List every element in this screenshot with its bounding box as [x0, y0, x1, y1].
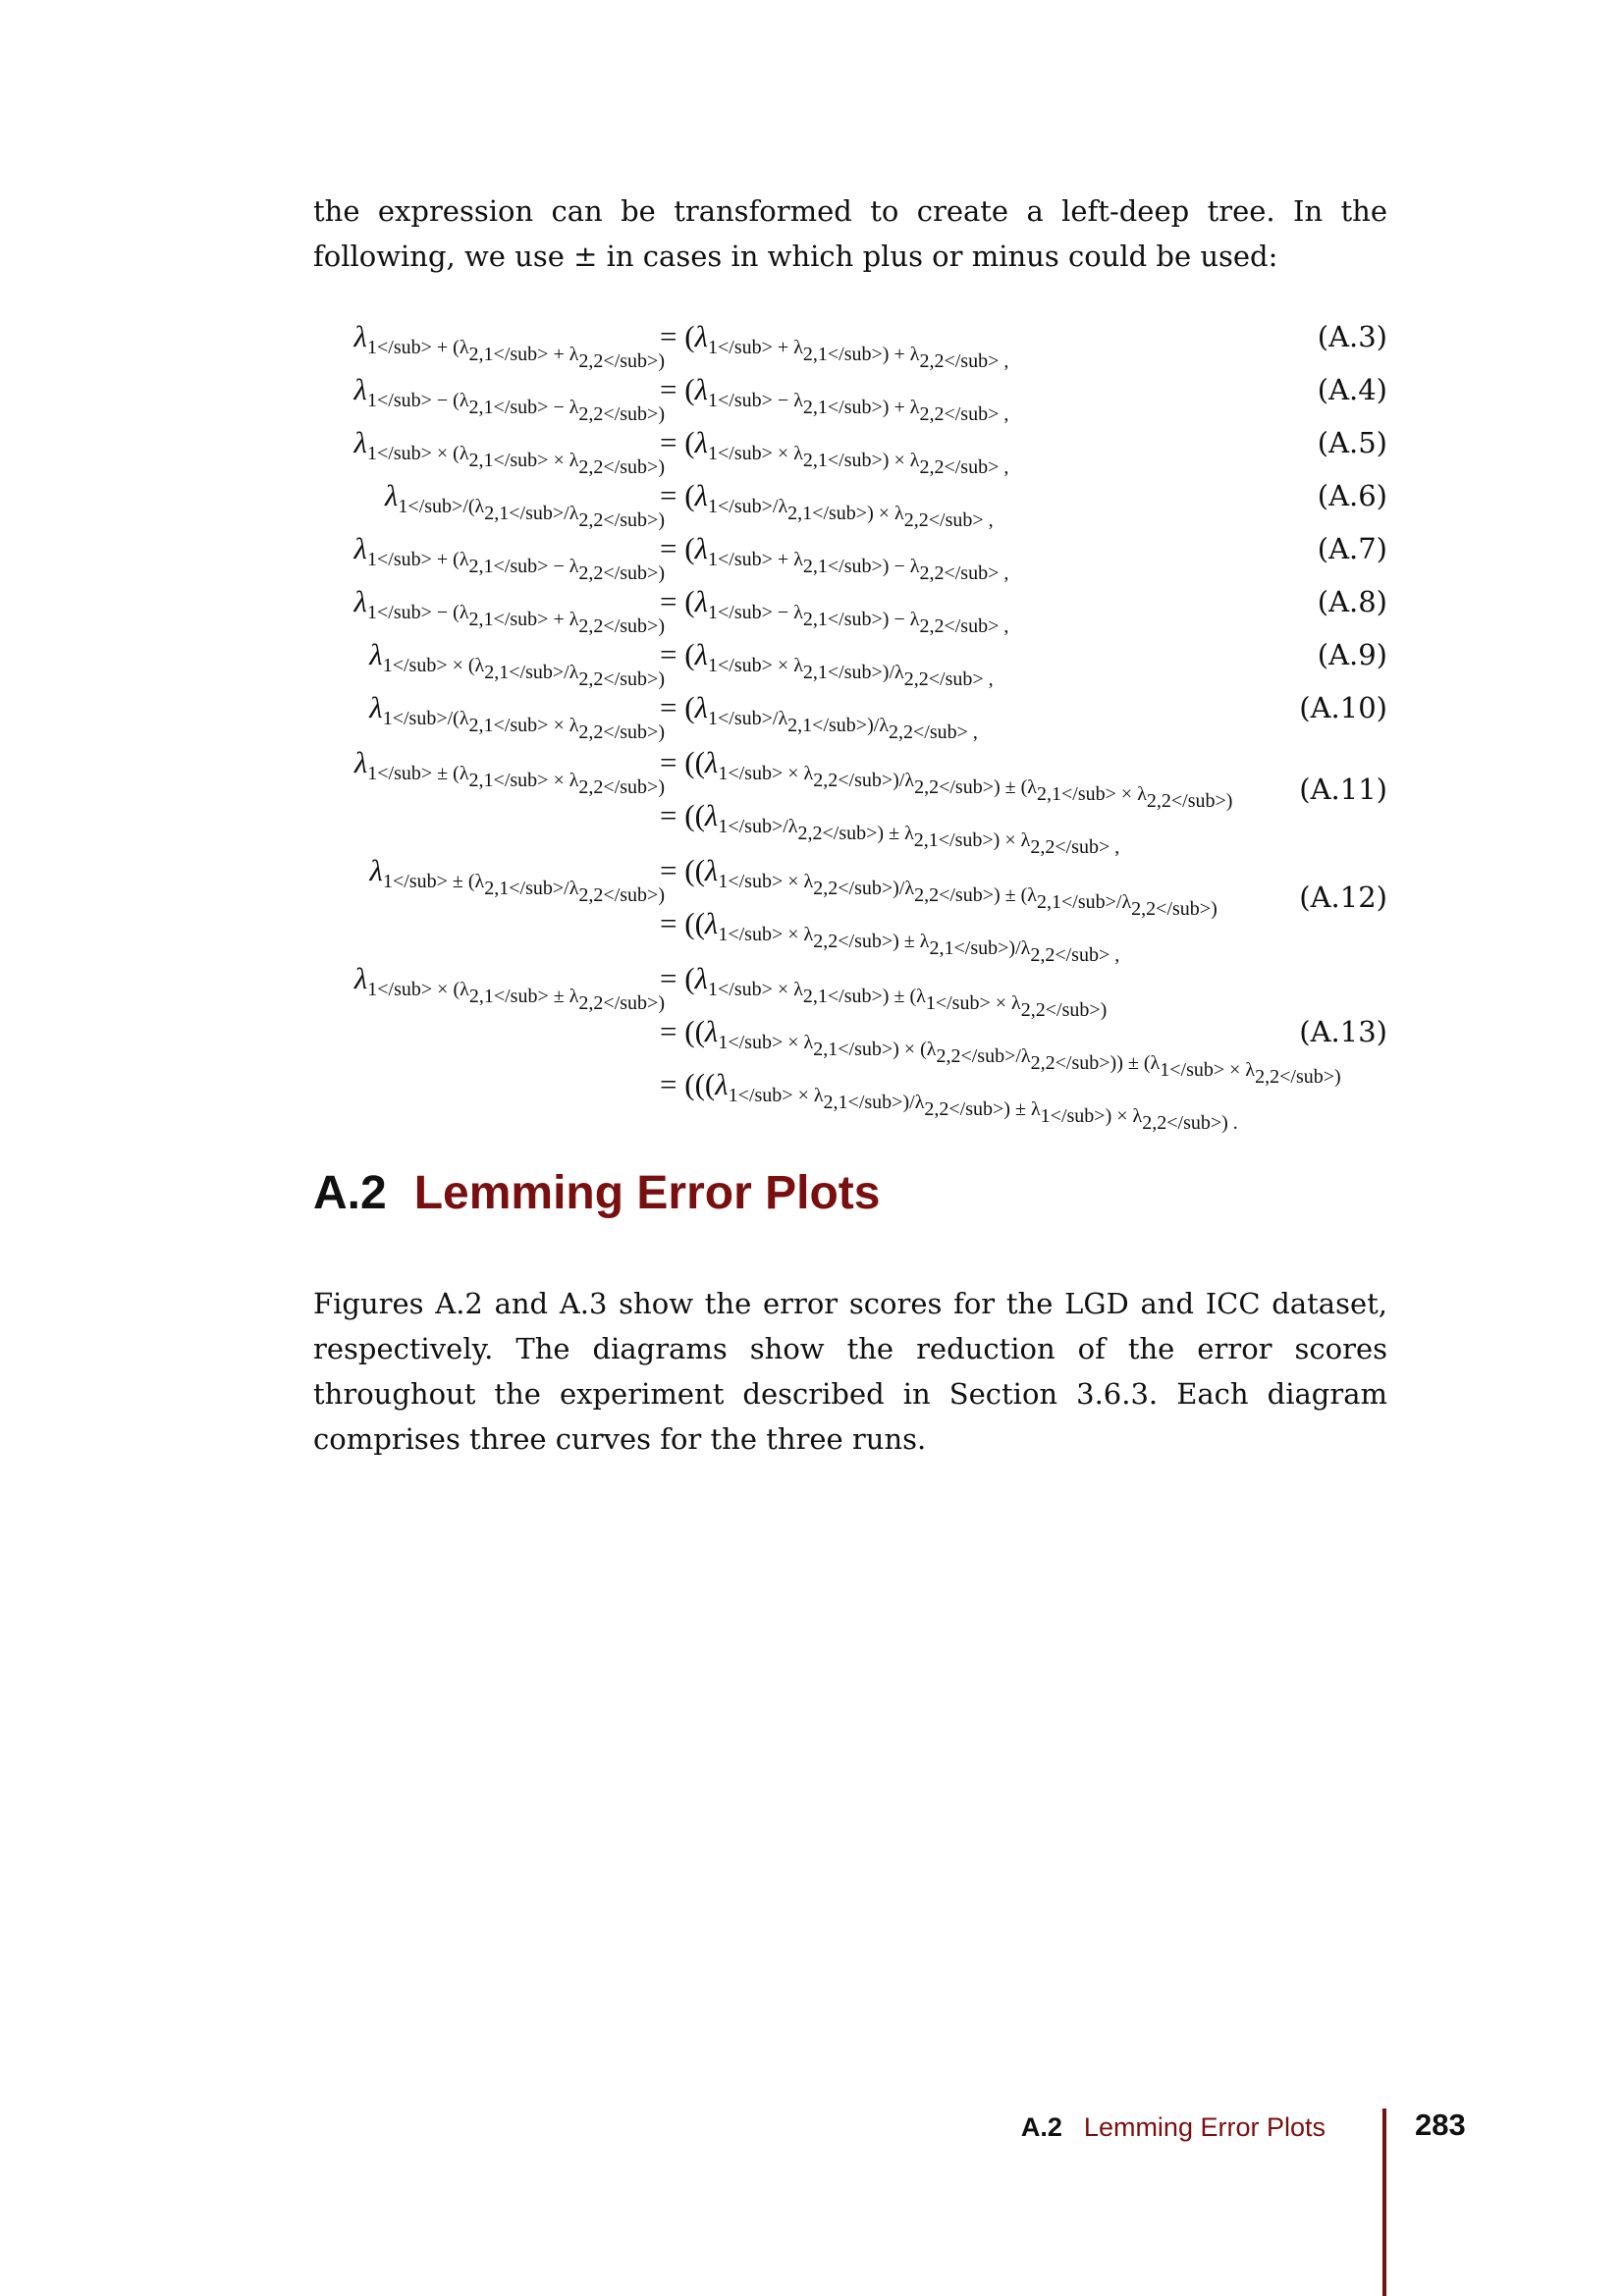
equation-number: (A.6): [1317, 479, 1387, 512]
page-number: 283: [1415, 2108, 1466, 2142]
section-title: Lemming Error Plots: [413, 1167, 881, 1219]
equation-lhs: $\lambda_{1</sub>/(\lambda_{2,1</sub>/\lambda_{2,2</sub>)}}}$: [384, 478, 665, 531]
section-heading: [313, 1164, 880, 1223]
intro-paragraph: the expression can be transformed to create a left-deep tree. In the following, we use ± in cases in which plus or minus could be used:: [313, 194, 1387, 273]
equation-number: (A.4): [1317, 373, 1387, 406]
equation-rhs: = ($\lambda_{1</sub> \times \lambda_{2,1</sub>) \pm (\lambda_{1</sub> \times \lambda_{2,2</sub>)}}}}$: [660, 961, 1108, 1021]
equation-rhs: = ($\lambda_{1</sub> + \lambda_{2,1</sub>) + \lambda_{2,2</sub> ,}}}$: [660, 319, 1009, 372]
equation-rhs: = ($\lambda_{1</sub>/\lambda_{2,1</sub>)/\lambda_{2,2</sub> ,}}}$: [660, 690, 978, 743]
equation-rhs: = ($\lambda_{1</sub> + \lambda_{2,1</sub>) - \lambda_{2,2</sub> ,}}}$: [660, 531, 1009, 584]
equation-number: (A.8): [1317, 585, 1387, 618]
equation-rhs: = ($\lambda_{1</sub> \times \lambda_{2,1</sub>) \times \lambda_{2,2</sub> ,}}}$: [660, 425, 1009, 478]
footer-section-number: A.2: [1020, 2112, 1062, 2142]
equation-lhs: $\lambda_{1</sub>/(\lambda_{2,1</sub> \times \lambda_{2,2</sub>)}}}$: [369, 690, 665, 743]
footer-rule: [1382, 2109, 1386, 2296]
equation-lhs: $\lambda_{1</sub> \times (\lambda_{2,1</sub> \times \lambda_{2,2</sub>)}}}$: [353, 425, 665, 478]
equation-lhs: $\lambda_{1</sub> - (\lambda_{2,1</sub> - \lambda_{2,2</sub>)}}}$: [353, 372, 665, 425]
equation-rhs: = ($\lambda_{1</sub> \times \lambda_{2,1</sub>)/\lambda_{2,2</sub> ,}}}$: [660, 637, 994, 690]
equation-lhs: $\lambda_{1</sub> \times (\lambda_{2,1</sub>/\lambda_{2,2</sub>)}}}$: [369, 637, 665, 690]
equation-lhs: $\lambda_{1</sub> \times (\lambda_{2,1</sub> \pm \lambda_{2,2</sub>)}}}$: [353, 961, 665, 1014]
equation-lhs: $\lambda_{1</sub> - (\lambda_{2,1</sub> + \lambda_{2,2</sub>)}}}$: [353, 584, 665, 637]
equation-rhs: = (($\lambda_{1</sub> \times \lambda_{2,2</sub>)/\lambda_{2,2</sub>) \pm (\lambda_{2,1</sub> \times \lambda_{2,2</sub>)}}}}}$: [660, 745, 1233, 812]
equation-rhs: = ($\lambda_{1</sub> - \lambda_{2,1</sub>) + \lambda_{2,2</sub> ,}}}$: [660, 372, 1009, 425]
footer-section-title: Lemming Error Plots: [1083, 2112, 1326, 2142]
equation-number: (A.12): [1299, 881, 1387, 914]
equation-number: (A.3): [1317, 320, 1387, 353]
equation-rhs-continued: = (($\lambda_{1</sub> \times \lambda_{2,2</sub>) \pm \lambda_{2,1</sub>)/\lambda_{2,2</sub> ,}}}}$: [660, 906, 1120, 966]
equation-rhs: = ($\lambda_{1</sub> - \lambda_{2,1</sub>) - \lambda_{2,2</sub> ,}}}$: [660, 584, 1009, 637]
running-footer: [1021, 2108, 1326, 2147]
equation-lhs: $\lambda_{1</sub> + (\lambda_{2,1</sub> + \lambda_{2,2</sub>)}}}$: [353, 319, 665, 372]
equation-number: (A.13): [1299, 1015, 1387, 1048]
equation-rhs: = (($\lambda_{1</sub> \times \lambda_{2,2</sub>)/\lambda_{2,2</sub>) \pm (\lambda_{2,1</sub>/\lambda_{2,2</sub>)}}}}}$: [660, 853, 1218, 920]
equation-number: (A.5): [1317, 426, 1387, 459]
equation-rhs: = ($\lambda_{1</sub>/\lambda_{2,1</sub>) \times \lambda_{2,2</sub> ,}}}$: [660, 478, 994, 531]
equation-rhs-continued: = (($\lambda_{1</sub> \times \lambda_{2,1</sub>) \times (\lambda_{2,2</sub>/\lambda_{2,2</sub>)) \pm (\lambda_{1</sub> \times \lambda_{2,2</sub>)}}}}}}$: [660, 1014, 1341, 1088]
equation-lhs: $\lambda_{1</sub> + (\lambda_{2,1</sub> - \lambda_{2,2</sub>)}}}$: [353, 531, 665, 584]
equation-number: (A.9): [1317, 638, 1387, 671]
equation-rhs-continued: = (($\lambda_{1</sub>/\lambda_{2,2</sub>) \pm \lambda_{2,1</sub>) \times \lambda_{2,2</sub> ,}}}}$: [660, 798, 1120, 858]
equation-lhs: $\lambda_{1</sub> \pm (\lambda_{2,1</sub> \times \lambda_{2,2</sub>)}}}$: [353, 745, 665, 798]
equation-rhs-continued: = ((($\lambda_{1</sub> \times \lambda_{2,1</sub>)/\lambda_{2,2</sub>) \pm \lambda_{1</sub>) \times \lambda_{2,2</sub>) .}}}}}$: [660, 1067, 1238, 1134]
equation-lhs: $\lambda_{1</sub> \pm (\lambda_{2,1</sub>/\lambda_{2,2</sub>)}}}$: [369, 853, 665, 906]
equation-number: (A.10): [1299, 691, 1387, 724]
section-number: A.2: [313, 1167, 387, 1219]
equation-number: (A.7): [1317, 532, 1387, 565]
section-paragraph: Figures A.2 and A.3 show the error scores for the LGD and ICC dataset, respectively. The diagrams show the reduction of the error scores throughout the experiment described in Section 3.6.3. Each diagram comprises three curves for the three runs.: [313, 1287, 1387, 1456]
equation-number: (A.11): [1299, 773, 1387, 806]
